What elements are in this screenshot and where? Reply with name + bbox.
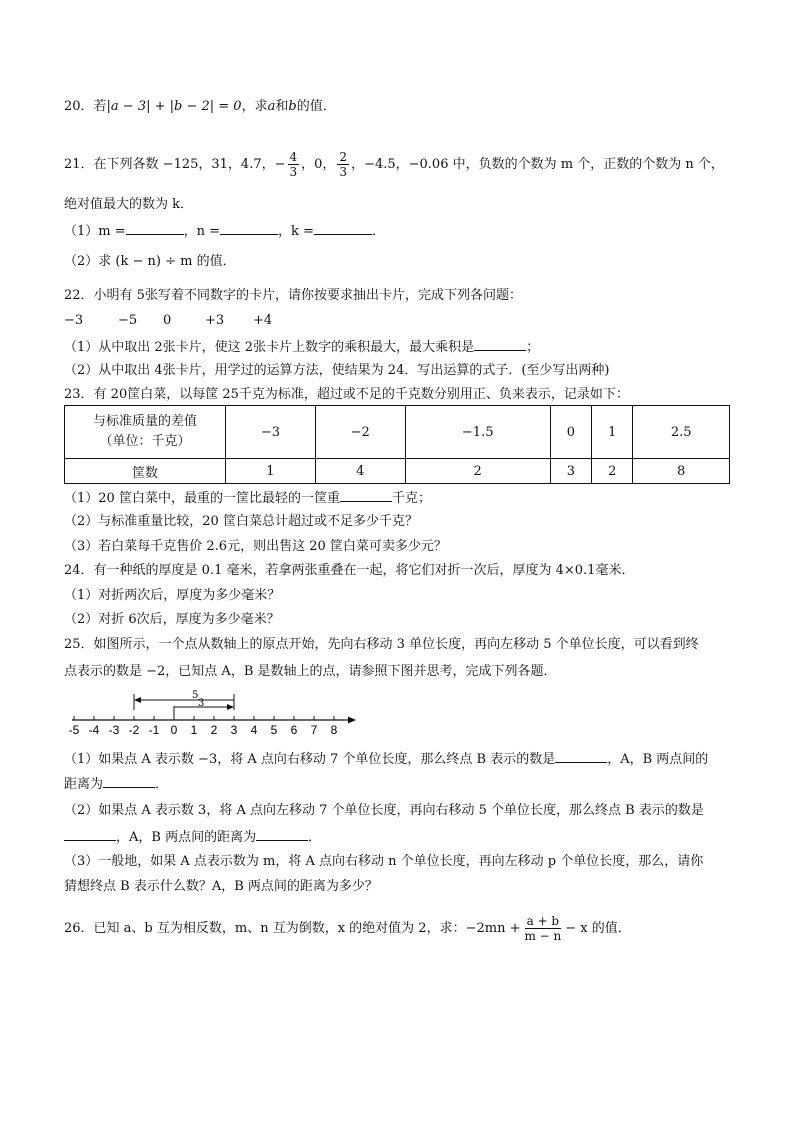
q20-expression: |a − 3| + |b − 2| = 0 [106, 99, 242, 114]
question-22-cards [64, 312, 293, 330]
q21-sub1-end: ． [371, 224, 385, 239]
table-cell: 2 [405, 459, 550, 484]
q21-frac1-num: 4 [289, 150, 298, 164]
table-cell: 0 [550, 406, 591, 459]
axis-tick-label: 0 [170, 723, 178, 737]
q21-k-label: ，k = [278, 224, 314, 239]
q21-frac1-den: 3 [289, 165, 298, 179]
question-25-sub2-line2 [64, 828, 321, 847]
question-25-sub3-line1: （3）一般地，如果 A 点表示数为 m，将 A 点向右移动 n 个单位长度，再向左移动 p 个单位长度，那么，请你 [64, 854, 704, 869]
q22-sub1-end: ； [526, 340, 540, 355]
q21-n-blank[interactable] [220, 222, 278, 235]
q23-difference-blank[interactable] [340, 489, 392, 502]
table-cell: −1.5 [405, 406, 550, 459]
axis-tick-label: -3 [108, 723, 120, 737]
move-right-arrowhead [227, 704, 234, 710]
question-24-stem: 24．有一种纸的厚度是 0.1 毫米，若拿两张重叠在一起，将它们对折一次后，厚度为 4×0.1毫米． [64, 563, 635, 578]
axis-tick-label: 7 [310, 723, 318, 737]
question-21-sub1 [64, 222, 385, 241]
q21-fraction-2 [337, 150, 349, 179]
axis-tick-label: 5 [270, 723, 278, 737]
q26-frac-num: a + b [526, 914, 560, 928]
q25-sub1-text: （1）如果点 A 表示数 −3，将 A 点向右移动 7 个单位长度，那么终点 B 表示的数是 [64, 752, 556, 767]
axis-tick-label: 3 [230, 723, 238, 737]
question-20 [64, 98, 336, 116]
card-4: +3 [205, 313, 225, 328]
q26-fraction [522, 914, 563, 943]
question-21-line1 [64, 150, 724, 179]
q21-n-label: ，n = [183, 224, 221, 239]
axis-ticks [69, 716, 338, 737]
q21-frac2-den: 3 [339, 165, 348, 179]
card-5: +4 [253, 313, 273, 328]
axis-tick-label: -1 [148, 723, 160, 737]
q20-text-b: ，求 [241, 99, 268, 114]
card-1: −3 [64, 313, 84, 328]
q21-prefix: 21．在下列各数 −125，31，4.7，− [64, 157, 286, 172]
q26-frac-den: m − n [524, 929, 562, 943]
table-cell: −2 [315, 406, 405, 459]
question-25-sub2-line1: （2）如果点 A 表示数 3，将 A 点向左移动 7 个单位长度，再向右移动 5 个单位长度，那么终点 B 表示的数是 [64, 803, 704, 818]
q21-sub1-label: （1）m = [64, 224, 126, 239]
question-23-sub3: （3）若白菜每千克售价 2.6元，则出售这 20 筐白菜可卖多少元？ [64, 539, 447, 554]
move-left-arrowhead [134, 697, 141, 703]
q23-sub1-end: 千克； [391, 491, 431, 506]
question-23-sub1 [64, 489, 431, 508]
q25-sub2-end: ． [308, 830, 322, 845]
header-line-1: 与标准质量的差值 [92, 414, 197, 429]
table-cell: 2.5 [633, 406, 730, 459]
question-21-line2: 绝对值最大的数为 k． [64, 197, 194, 212]
card-3: 0 [163, 313, 172, 328]
question-22-sub2: （2）从中取出 4张卡片，用学过的运算方法，使结果为 24．写出运算的式子．(至少写出两种) [64, 363, 610, 378]
q23-sub1-text: （1）20 筐白菜中，最重的一筐比最轻的一筐重 [64, 491, 340, 506]
q25-sub1-text-end: ，A，B 两点间的 [607, 752, 709, 767]
question-24-sub1: （1）对折两次后，厚度为多少毫米？ [64, 588, 281, 603]
table-cell: 1 [592, 406, 633, 459]
header-line-2: （单位：千克） [99, 434, 191, 449]
question-23-sub2: （2）与标准重量比较，20 筐白菜总计超过或不足多少千克？ [64, 514, 418, 529]
q21-frac2-num: 2 [339, 150, 348, 164]
question-25-stem-line2: 点表示的数是 −2，已知点 A，B 是数轴上的点，请参照下图并思考，完成下列各题． [64, 664, 557, 679]
axis-tick-label: -4 [88, 723, 100, 737]
axis-tick-label: 1 [190, 723, 198, 737]
axis-tick-label: -5 [68, 723, 80, 737]
table-header-count: 筐数 [65, 459, 226, 484]
q25-sub2-b-blank[interactable] [64, 828, 116, 841]
q25-sub1-distance-blank[interactable] [103, 775, 155, 788]
q20-text: 20．若 [64, 99, 107, 114]
q21-k-blank[interactable] [314, 222, 372, 235]
table-cell: 3 [550, 459, 591, 484]
axis-arrow [348, 717, 356, 724]
q20-text-d: 的值． [296, 99, 336, 114]
table-row [65, 459, 730, 484]
move-left-label: 5 [192, 690, 199, 701]
q20-var-a: a [267, 99, 276, 114]
axis-tick-label: 2 [210, 723, 218, 737]
cabbage-weight-table [64, 405, 730, 484]
q25-sub1-b-blank[interactable] [555, 750, 607, 763]
axis-tick-label: 8 [330, 723, 338, 737]
table-cell: 2 [592, 459, 633, 484]
q26-suffix: − x 的值． [565, 921, 631, 936]
table-cell: 4 [315, 459, 405, 484]
question-22-stem: 22．小明有 5张写着不同数字的卡片，请你按要求抽出卡片，完成下列各问题： [64, 288, 522, 303]
table-cell: 8 [633, 459, 730, 484]
q25-sub2-distance-label: ，A，B 两点间的距离为 [116, 830, 257, 845]
question-23-stem: 23．有 20筐白菜，以每筐 25千克为标准，超过或不足的千克数分别用正、负来表示，记录如下： [64, 387, 629, 402]
question-21-sub2: （2）求 (k − n) ÷ m 的值． [64, 254, 236, 269]
question-25-sub1-line2 [64, 775, 168, 794]
question-22-sub1 [64, 338, 539, 357]
card-2: −5 [118, 313, 138, 328]
q25-sub2-distance-blank[interactable] [256, 828, 308, 841]
q20-text-c: 和 [275, 99, 289, 114]
table-cell: 1 [226, 459, 316, 484]
q20-var-b: b [288, 99, 297, 114]
q25-sub1-end: ． [155, 777, 169, 792]
move-right-label: 3 [198, 698, 205, 709]
question-25-stem-line1: 25．如图所示，一个点从数轴上的原点开始，先向右移动 3 单位长度，再向左移动 5 个单位长度，可以看到终 [64, 637, 699, 652]
axis-tick-label: 6 [290, 723, 298, 737]
q22-max-product-blank[interactable] [474, 338, 526, 351]
q25-sub1-distance-label: 距离为 [64, 777, 104, 792]
question-25-sub3-line2: 猜想终点 B 表示什么数？A，B 两点间的距离为多少？ [64, 879, 378, 894]
table-cell: −3 [226, 406, 316, 459]
q21-fraction-1 [288, 150, 300, 179]
question-24-sub2: （2）对折 6次后，厚度为多少毫米？ [64, 612, 280, 627]
q21-mid: ，0， [301, 157, 336, 172]
q22-sub1-text: （1）从中取出 2张卡片，使这 2张卡片上数字的乘积最大，最大乘积是 [64, 340, 475, 355]
number-line-diagram [64, 688, 364, 738]
q21-suffix: ，−4.5，−0.06 中，负数的个数为 m 个，正数的个数为 n 个， [351, 157, 724, 172]
axis-tick-label: -2 [128, 723, 140, 737]
q21-m-blank[interactable] [126, 222, 184, 235]
question-25-sub1-line1 [64, 750, 708, 769]
table-header-difference [65, 406, 226, 459]
axis-tick-label: 4 [250, 723, 258, 737]
table-row [65, 406, 730, 459]
question-26 [64, 914, 631, 943]
q26-prefix: 26．已知 a、b 互为相反数，m、n 互为倒数，x 的绝对值为 2，求：−2mn + [64, 921, 521, 936]
